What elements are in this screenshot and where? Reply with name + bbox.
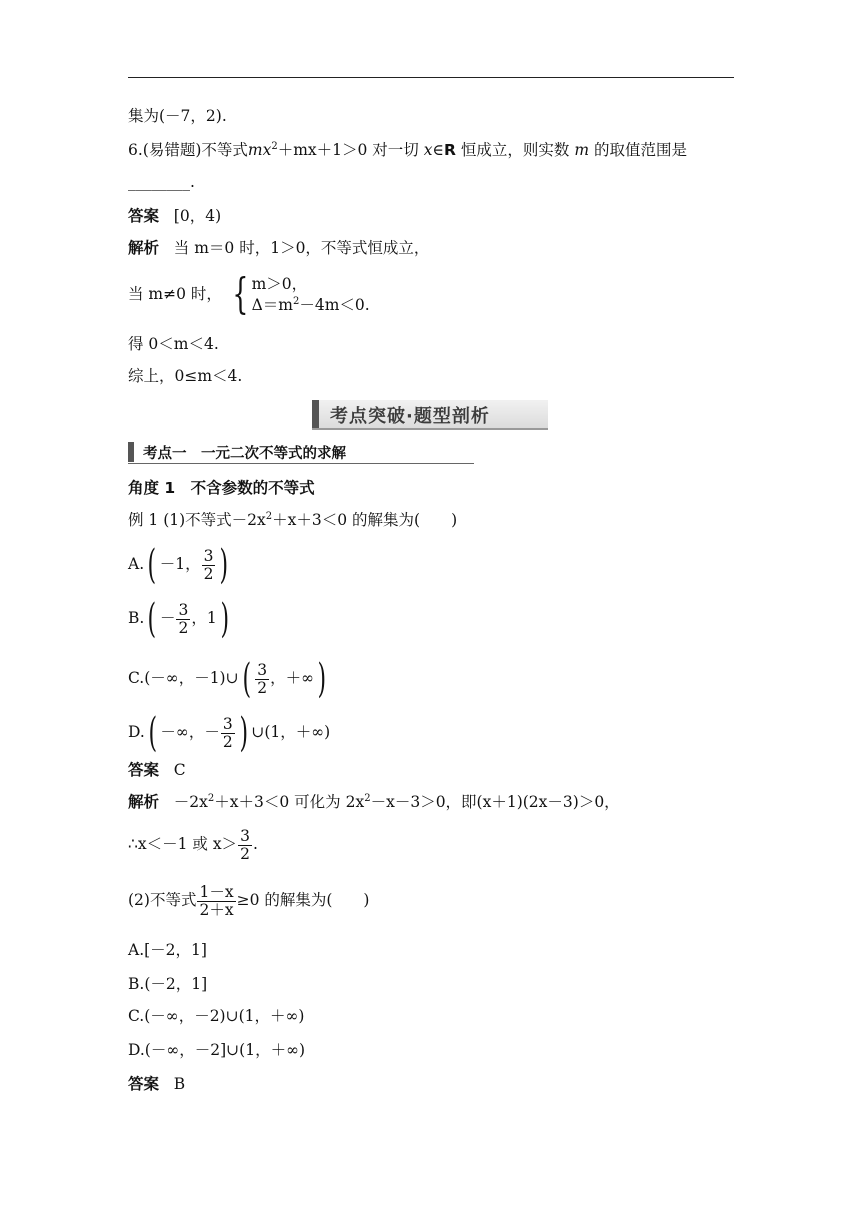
option-a: A.( －1， $\frac{3}{2}$ ) <box>128 542 229 588</box>
example-1-solution: 解析 $-2x^2+x+3<0$ 可化为 $2x^2-x-3>0$，即(x＋1)(2x－3)＞0， <box>128 792 620 811</box>
ex2-option-d: D.(－∞，－2]∪(1，＋∞) <box>128 1041 306 1059</box>
example-2-answer: 答案 B <box>128 1075 186 1093</box>
example-1-stem: 例 1 (1)不等式$-2x^2+x+3<0$ 的解集为( ) <box>128 510 458 529</box>
q6-solution-4: 综上，0≤m＜4. <box>128 367 243 385</box>
question-6: 6.(易错题)不等式$mx^2+mx+1>0$ 对一切 x∈R 恒成立，则实数 m 的取值范围是 <box>128 140 687 159</box>
ex2-option-a: A.[－2，1] <box>128 941 207 959</box>
subsection-heading: 角度 1 不含参数的不等式 <box>128 479 315 497</box>
example-2-stem: (2)不等式 $\frac{1-x}{2+x}$ ≥0 的解集为( ) <box>128 882 370 919</box>
q6-blank: ________. <box>128 173 195 191</box>
ex2-option-c: C.(－∞，－2)∪(1，＋∞) <box>128 1007 305 1025</box>
option-b: B.( － $\frac{3}{2}$ ，1) <box>128 596 229 642</box>
brace-icon: { <box>232 269 249 318</box>
q6-solution-1: 解析 当 m＝0 时，1＞0，不等式恒成立， <box>128 239 430 257</box>
example-1-solution-2: ∴x＜－1 或 x＞ $\frac{3}{2}$ . <box>128 826 258 863</box>
header-rule <box>128 77 734 78</box>
equation-system: { m＞0， $\Delta=m^2-4m<0$. <box>232 269 370 318</box>
option-d: D.( －∞，－ $\frac{3}{2}$ ) ∪(1，＋∞) <box>128 710 331 756</box>
q6-answer: 答案 [0，4) <box>128 207 222 225</box>
section-banner: 考点突破·题型剖析 <box>312 400 548 430</box>
q6-solution-3: 得 0＜m＜4. <box>128 335 219 353</box>
ex2-option-b: B.(－2，1] <box>128 975 208 993</box>
option-c: C.(－∞，－1)∪( $\frac{3}{2}$ ，＋∞) <box>128 656 327 702</box>
section-heading: 考点一 一元二次不等式的求解 <box>128 440 474 464</box>
example-1-answer: 答案 C <box>128 761 186 779</box>
q6-solution-2: 当 m≠0 时， { m＞0， $\Delta=m^2-4m<0$. <box>128 269 370 318</box>
prev-answer-tail: 集为(－7，2). <box>128 107 227 125</box>
